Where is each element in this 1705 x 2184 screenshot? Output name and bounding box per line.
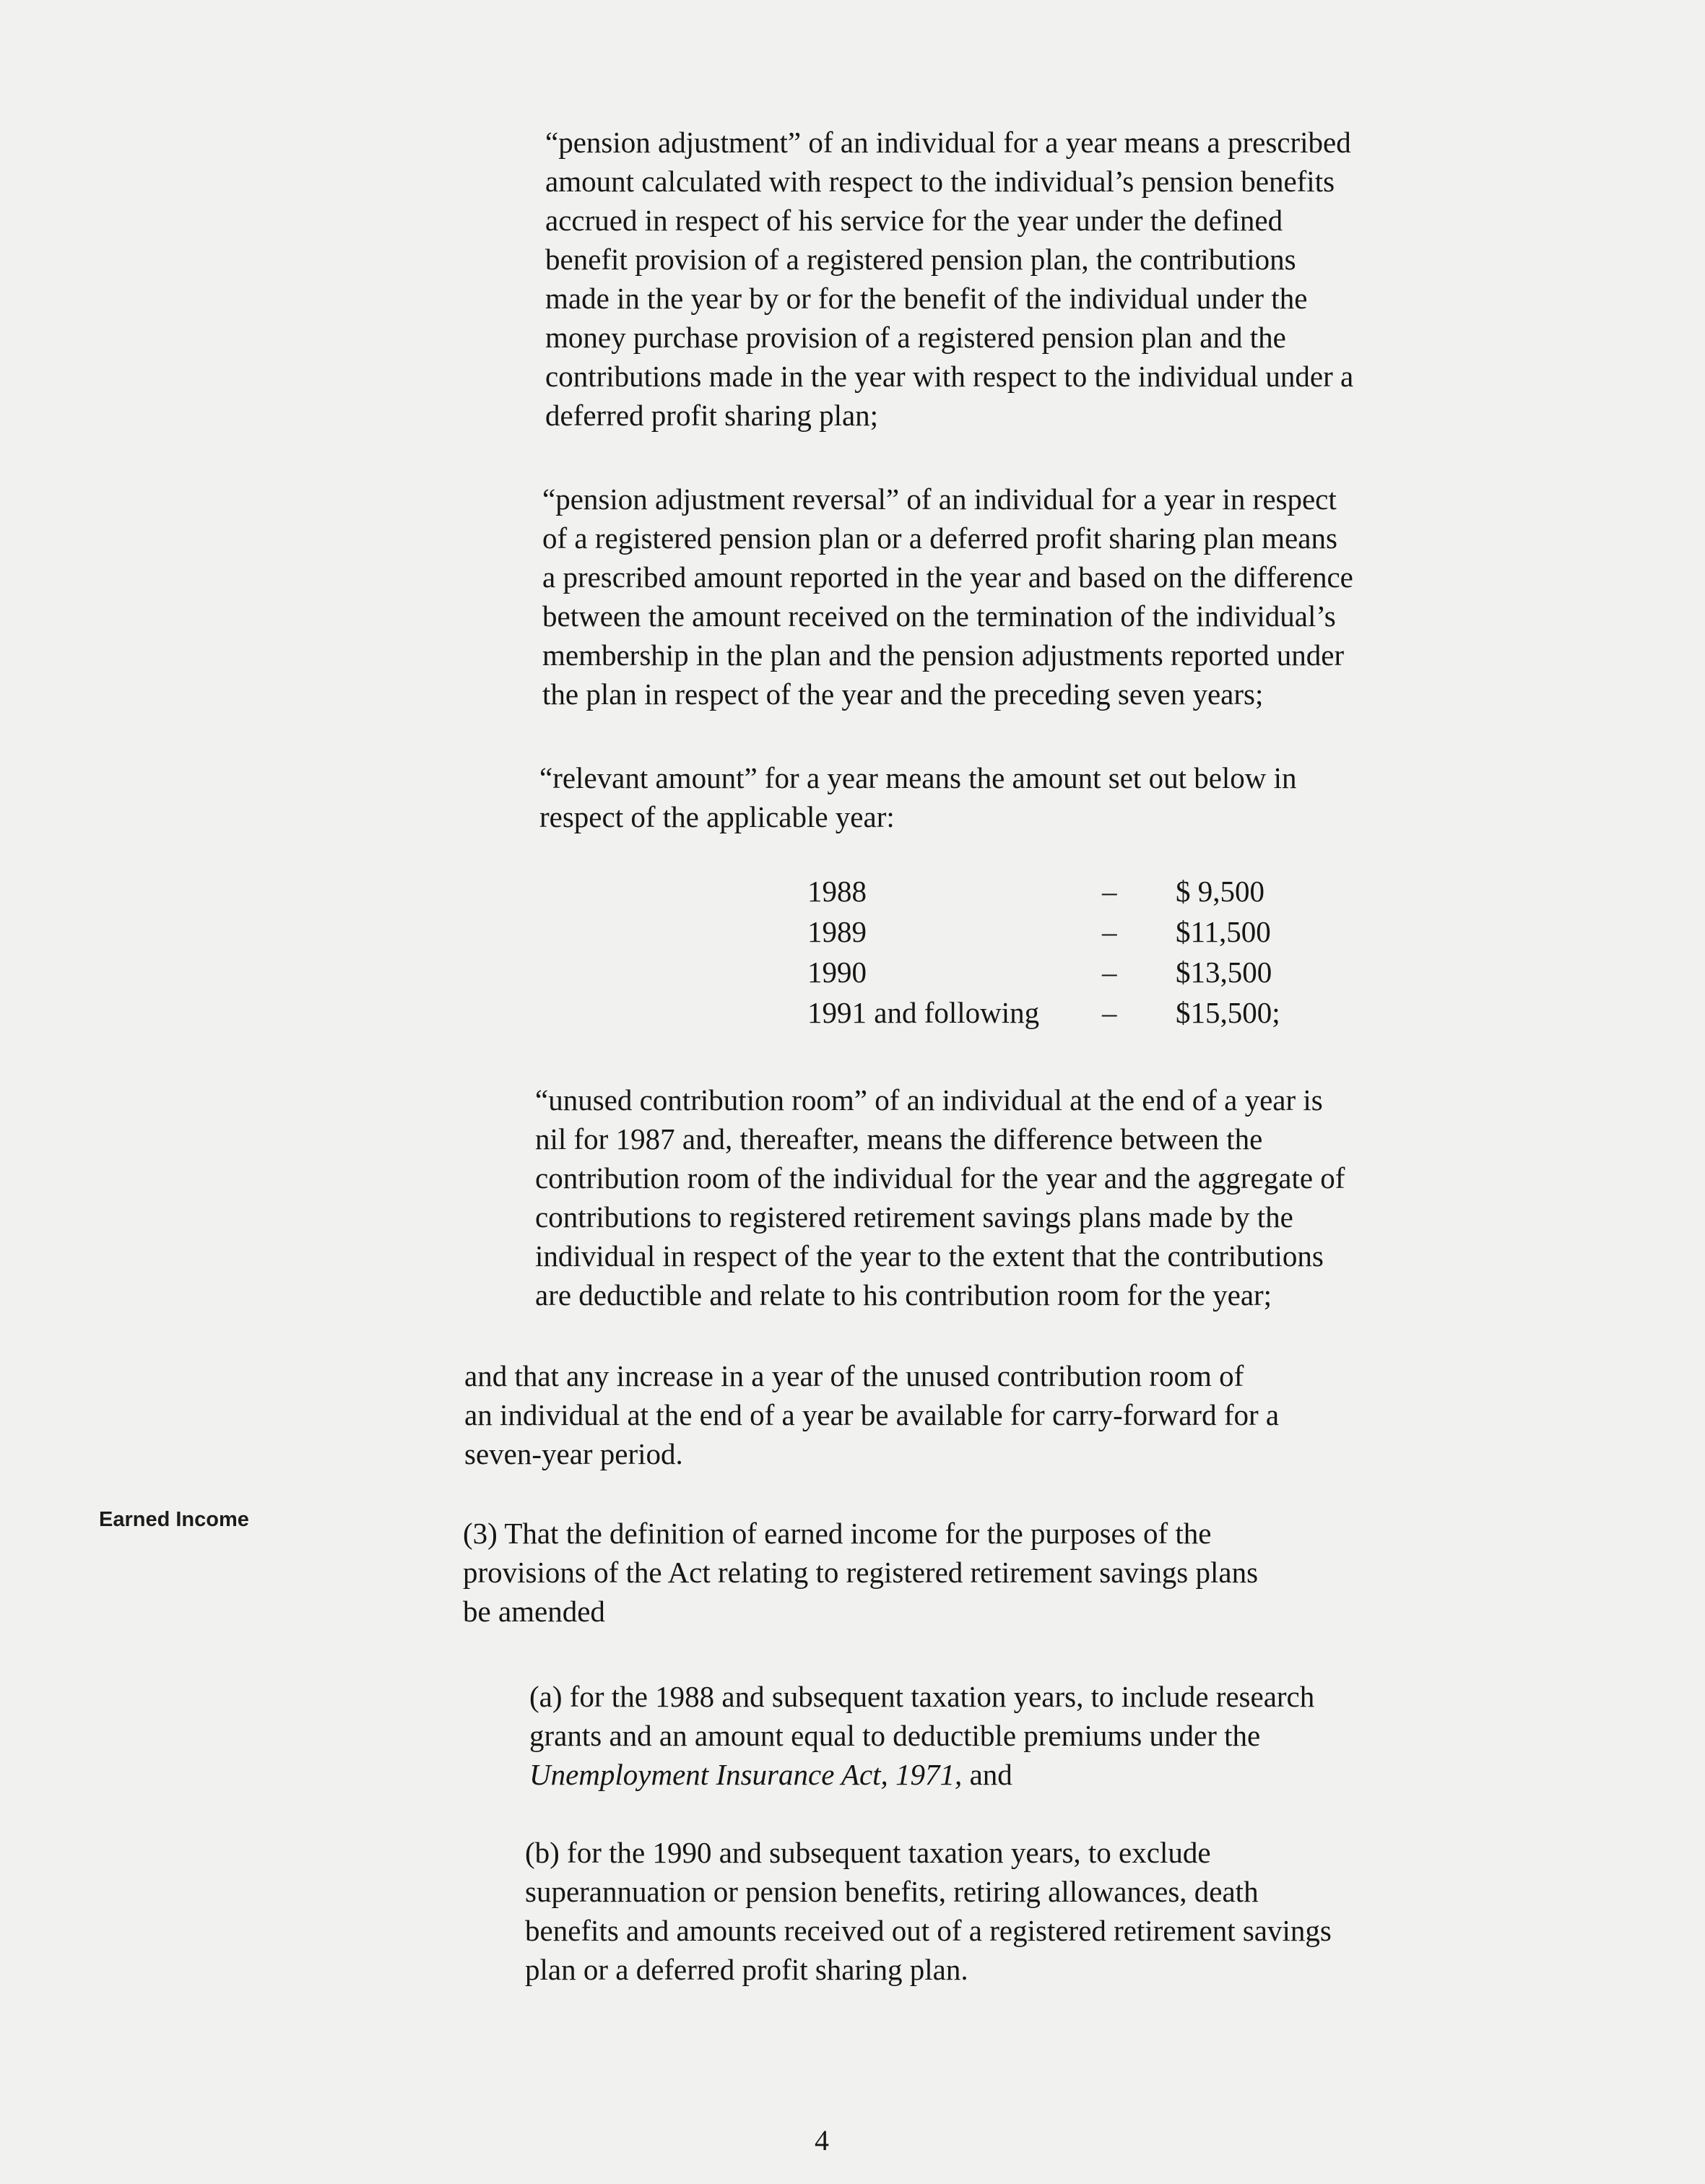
table-year: 1988 [807, 875, 867, 908]
text-line: superannuation or pension benefits, retiring allowances, death [525, 1875, 1259, 1908]
text-line: nil for 1987 and, thereafter, means the difference between the [535, 1122, 1263, 1156]
text-line: of a registered pension plan or a deferred profit sharing plan means [542, 521, 1337, 555]
table-dash: – [1102, 996, 1117, 1029]
text-line: and that any increase in a year of the unused contribution room of [464, 1359, 1244, 1392]
text-line: contributions made in the year with respect to the individual under a [545, 360, 1354, 393]
definition-pension-adjustment [545, 123, 1353, 435]
table-dash: – [1102, 915, 1117, 948]
text-line: be amended [463, 1595, 605, 1628]
text-line: benefit provision of a registered pension plan, the contributions [545, 243, 1296, 276]
table-year: 1989 [807, 915, 867, 948]
text-line: deferred profit sharing plan; [545, 399, 879, 432]
table-dash: – [1102, 956, 1117, 989]
text-line: plan or a deferred profit sharing plan. [525, 1953, 968, 1986]
table-amount: $11,500 [1176, 915, 1271, 948]
text-line: “pension adjustment reversal” of an individual for a year in respect [542, 482, 1337, 516]
definition-relevant-amount [539, 758, 1297, 836]
text-line: “relevant amount” for a year means the amount set out below in [539, 761, 1297, 794]
table-amount: $15,500; [1176, 996, 1280, 1029]
page-number: 4 [815, 2124, 829, 2157]
table-dash: – [1102, 875, 1117, 908]
text-line: provisions of the Act relating to registered retirement savings plans [463, 1556, 1259, 1589]
text-fragment: and [962, 1758, 1012, 1791]
definition-pension-adjustment-reversal [542, 480, 1353, 714]
text-line: are deductible and relate to his contribution room for the year; [535, 1278, 1272, 1312]
text-line: contributions to registered retirement savings plans made by the [535, 1200, 1293, 1234]
carry-forward-clause [464, 1356, 1279, 1473]
text-line: grants and an amount equal to deductible premiums under the [529, 1719, 1261, 1752]
text-line: money purchase provision of a registered pension plan and the [545, 321, 1286, 354]
text-line: (b) for the 1990 and subsequent taxation years, to exclude [525, 1836, 1211, 1869]
table-year: 1990 [807, 956, 867, 989]
earned-income-item-b [525, 1833, 1332, 1989]
text-line: individual in respect of the year to the extent that the contributions [535, 1239, 1324, 1273]
text-line: (a) for the 1988 and subsequent taxation years, to include research [529, 1680, 1315, 1713]
text-line: (3) That the definition of earned income for the purposes of the [463, 1517, 1212, 1550]
table-year: 1991 and following [807, 996, 1040, 1029]
table-amount: $ 9,500 [1176, 875, 1264, 908]
text-line: seven-year period. [464, 1437, 683, 1470]
text-line: between the amount received on the termination of the individual’s [542, 599, 1336, 633]
text-line: accrued in respect of his service for the year under the defined [545, 204, 1283, 237]
definition-unused-contribution-room [535, 1080, 1345, 1314]
text-line [529, 1755, 1314, 1794]
text-line: a prescribed amount reported in the year and based on the difference [542, 560, 1353, 594]
text-line: contribution room of the individual for the year and the aggregate of [535, 1161, 1345, 1195]
text-line: amount calculated with respect to the individual’s pension benefits [545, 165, 1335, 198]
margin-note-earned-income: Earned Income [99, 1508, 249, 1531]
act-title-italic: Unemployment Insurance Act, 1971, [529, 1758, 963, 1791]
earned-income-item-a [529, 1677, 1314, 1794]
text-line: “pension adjustment” of an individual for a year means a prescribed [545, 126, 1351, 159]
text-line: “unused contribution room” of an individual at the end of a year is [535, 1083, 1323, 1117]
earned-income-intro [463, 1514, 1258, 1631]
text-line: made in the year by or for the benefit of the individual under the [545, 282, 1308, 315]
text-line: membership in the plan and the pension adjustments reported under [542, 638, 1345, 672]
text-line: the plan in respect of the year and the preceding seven years; [542, 677, 1264, 711]
table-amount: $13,500 [1176, 956, 1272, 989]
text-line: an individual at the end of a year be available for carry-forward for a [464, 1398, 1280, 1431]
text-line: benefits and amounts received out of a registered retirement savings [525, 1914, 1332, 1947]
text-line: respect of the applicable year: [539, 800, 895, 833]
